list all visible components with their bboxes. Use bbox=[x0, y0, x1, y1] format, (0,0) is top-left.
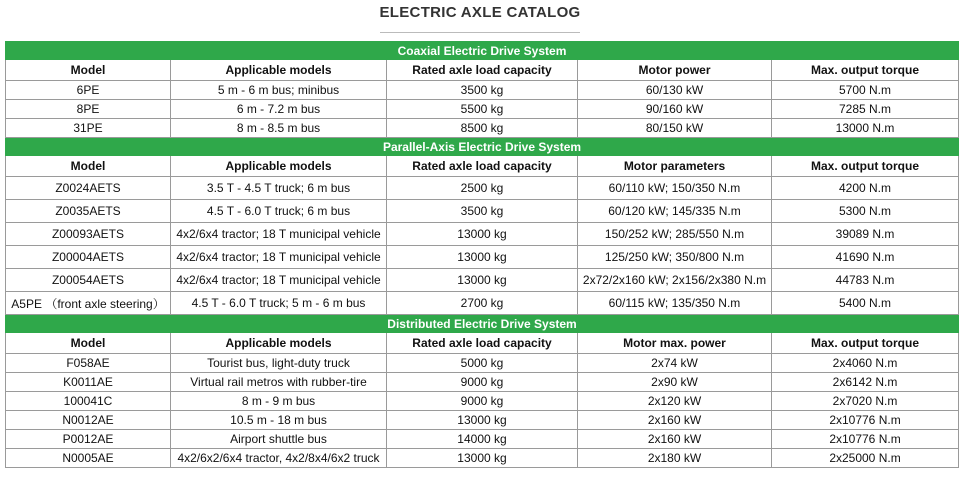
catalog-table bbox=[5, 41, 959, 468]
table-cell: 5400 N.m bbox=[772, 292, 959, 315]
column-header: Max. output torque bbox=[772, 333, 959, 354]
table-cell: Tourist bus, light-duty truck bbox=[171, 354, 387, 373]
column-header: Rated axle load capacity bbox=[387, 156, 578, 177]
column-header: Max. output torque bbox=[772, 60, 959, 81]
table-cell: Z00004AETS bbox=[6, 246, 171, 269]
table-cell: 60/120 kW; 145/335 N.m bbox=[578, 200, 772, 223]
table-cell: 5300 N.m bbox=[772, 200, 959, 223]
table-cell: 13000 kg bbox=[387, 223, 578, 246]
table-cell: 2x160 kW bbox=[578, 411, 772, 430]
table-cell: 5000 kg bbox=[387, 354, 578, 373]
table-row bbox=[6, 119, 959, 138]
column-header-row bbox=[6, 156, 959, 177]
table-row bbox=[6, 392, 959, 411]
table-cell: 2x120 kW bbox=[578, 392, 772, 411]
catalog-title: ELECTRIC AXLE CATALOG bbox=[379, 4, 581, 21]
section-title: Coaxial Electric Drive System bbox=[6, 42, 959, 60]
table-cell: Z0024AETS bbox=[6, 177, 171, 200]
table-cell: 13000 kg bbox=[387, 449, 578, 468]
table-cell: 80/150 kW bbox=[578, 119, 772, 138]
table-cell: 4x2/6x4 tractor; 18 T municipal vehicle bbox=[171, 223, 387, 246]
table-cell: Airport shuttle bus bbox=[171, 430, 387, 449]
table-cell: 2x72/2x160 kW; 2x156/2x380 N.m bbox=[578, 269, 772, 292]
table-cell: 4.5 T - 6.0 T truck; 5 m - 6 m bus bbox=[171, 292, 387, 315]
table-row bbox=[6, 373, 959, 392]
column-header: Model bbox=[6, 156, 171, 177]
column-header-row bbox=[6, 60, 959, 81]
table-cell: 4x2/6x4 tractor; 18 T municipal vehicle bbox=[171, 246, 387, 269]
table-row bbox=[6, 223, 959, 246]
table-cell: 6PE bbox=[6, 81, 171, 100]
column-header: Rated axle load capacity bbox=[387, 60, 578, 81]
table-cell: 4200 N.m bbox=[772, 177, 959, 200]
table-cell: 8 m - 9 m bus bbox=[171, 392, 387, 411]
table-row bbox=[6, 430, 959, 449]
table-row bbox=[6, 177, 959, 200]
column-header: Model bbox=[6, 333, 171, 354]
table-cell: 4x2/6x2/6x4 tractor, 4x2/8x4/6x2 truck bbox=[171, 449, 387, 468]
table-cell: 2x160 kW bbox=[578, 430, 772, 449]
table-cell: 8500 kg bbox=[387, 119, 578, 138]
table-cell: 2x4060 N.m bbox=[772, 354, 959, 373]
table-cell: P0012AE bbox=[6, 430, 171, 449]
column-header: Rated axle load capacity bbox=[387, 333, 578, 354]
table-row bbox=[6, 411, 959, 430]
table-cell: 31PE bbox=[6, 119, 171, 138]
table-cell: 2x90 kW bbox=[578, 373, 772, 392]
table-cell: Z00093AETS bbox=[6, 223, 171, 246]
table-row bbox=[6, 292, 959, 315]
table-cell: 2x25000 N.m bbox=[772, 449, 959, 468]
table-cell: F058AE bbox=[6, 354, 171, 373]
table-cell: Virtual rail metros with rubber-tire bbox=[171, 373, 387, 392]
table-cell: 8 m - 8.5 m bus bbox=[171, 119, 387, 138]
table-cell: 10.5 m - 18 m bus bbox=[171, 411, 387, 430]
table-cell: 4x2/6x4 tractor; 18 T municipal vehicle bbox=[171, 269, 387, 292]
table-cell: 41690 N.m bbox=[772, 246, 959, 269]
table-cell: 2500 kg bbox=[387, 177, 578, 200]
table-cell: N0012AE bbox=[6, 411, 171, 430]
section-header-row bbox=[6, 138, 959, 156]
table-cell: 100041C bbox=[6, 392, 171, 411]
table-cell: K0011AE bbox=[6, 373, 171, 392]
table-cell: 2x6142 N.m bbox=[772, 373, 959, 392]
table-cell: 2x10776 N.m bbox=[772, 430, 959, 449]
table-cell: 90/160 kW bbox=[578, 100, 772, 119]
table-cell: 39089 N.m bbox=[772, 223, 959, 246]
table-cell: A5PE （front axle steering） bbox=[6, 292, 171, 315]
table-cell: 5500 kg bbox=[387, 100, 578, 119]
table-cell: 60/110 kW; 150/350 N.m bbox=[578, 177, 772, 200]
table-cell: 13000 N.m bbox=[772, 119, 959, 138]
column-header: Applicable models bbox=[171, 333, 387, 354]
table-cell: Z00054AETS bbox=[6, 269, 171, 292]
table-cell: 7285 N.m bbox=[772, 100, 959, 119]
table-cell: 150/252 kW; 285/550 N.m bbox=[578, 223, 772, 246]
table-cell: 13000 kg bbox=[387, 246, 578, 269]
table-cell: 6 m - 7.2 m bus bbox=[171, 100, 387, 119]
section-header-row bbox=[6, 42, 959, 60]
table-cell: 5700 N.m bbox=[772, 81, 959, 100]
table-cell: 2x74 kW bbox=[578, 354, 772, 373]
column-header: Motor max. power bbox=[578, 333, 772, 354]
table-cell: 3500 kg bbox=[387, 200, 578, 223]
table-cell: 3.5 T - 4.5 T truck; 6 m bus bbox=[171, 177, 387, 200]
column-header: Applicable models bbox=[171, 60, 387, 81]
section-header-row bbox=[6, 315, 959, 333]
column-header: Motor parameters bbox=[578, 156, 772, 177]
table-cell: 60/130 kW bbox=[578, 81, 772, 100]
table-cell: 3500 kg bbox=[387, 81, 578, 100]
table-cell: 4.5 T - 6.0 T truck; 6 m bus bbox=[171, 200, 387, 223]
section-title: Distributed Electric Drive System bbox=[6, 315, 959, 333]
table-cell: 9000 kg bbox=[387, 392, 578, 411]
table-cell: 13000 kg bbox=[387, 411, 578, 430]
table-row bbox=[6, 269, 959, 292]
table-cell: 2x180 kW bbox=[578, 449, 772, 468]
column-header: Model bbox=[6, 60, 171, 81]
table-row bbox=[6, 100, 959, 119]
table-cell: 13000 kg bbox=[387, 269, 578, 292]
table-row bbox=[6, 81, 959, 100]
table-cell: 8PE bbox=[6, 100, 171, 119]
table-cell: 5 m - 6 m bus; minibus bbox=[171, 81, 387, 100]
table-row bbox=[6, 246, 959, 269]
table-row bbox=[6, 354, 959, 373]
column-header: Motor power bbox=[578, 60, 772, 81]
table-cell: Z0035AETS bbox=[6, 200, 171, 223]
table-cell: 2700 kg bbox=[387, 292, 578, 315]
table-cell: 60/115 kW; 135/350 N.m bbox=[578, 292, 772, 315]
column-header: Applicable models bbox=[171, 156, 387, 177]
table-cell: 2x10776 N.m bbox=[772, 411, 959, 430]
table-cell: N0005AE bbox=[6, 449, 171, 468]
title-divider bbox=[380, 32, 580, 33]
column-header: Max. output torque bbox=[772, 156, 959, 177]
table-row bbox=[6, 200, 959, 223]
section-title: Parallel-Axis Electric Drive System bbox=[6, 138, 959, 156]
table-cell: 125/250 kW; 350/800 N.m bbox=[578, 246, 772, 269]
table-cell: 2x7020 N.m bbox=[772, 392, 959, 411]
column-header-row bbox=[6, 333, 959, 354]
table-cell: 44783 N.m bbox=[772, 269, 959, 292]
table-row bbox=[6, 449, 959, 468]
table-cell: 9000 kg bbox=[387, 373, 578, 392]
table-cell: 14000 kg bbox=[387, 430, 578, 449]
